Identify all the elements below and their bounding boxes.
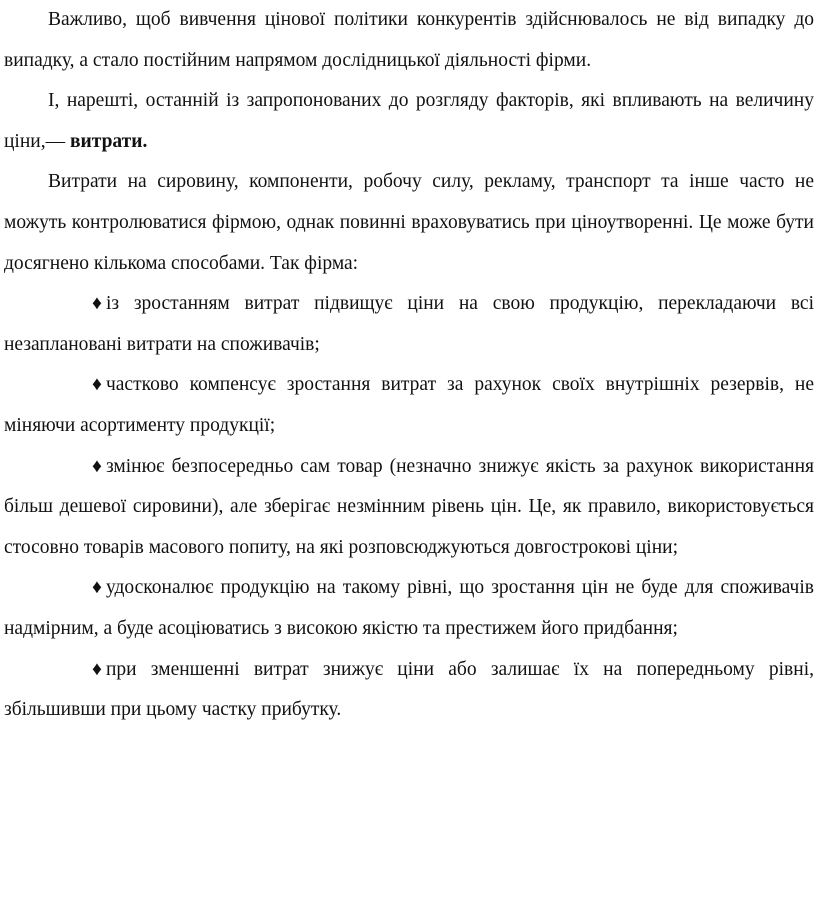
bullet-text: із зростанням витрат підвищує ціни на свою продукцію, перекладаючи всі незаплановані витрати на споживачів; (4, 293, 814, 355)
bullet-item-reduce-prices (4, 650, 814, 731)
bullet-item-change-product (4, 447, 814, 569)
diamond-bullet-icon: ♦ (92, 293, 102, 315)
paragraph-costs-control: Витрати на сировину, компоненти, робочу силу, рекламу, транспорт та інше часто не можуть контролюватися фірмою, однак повинні враховуватись при ціноутворенні. Це може бути досягнено кількома способами. Так фірма: (4, 171, 814, 274)
document-body (4, 0, 814, 731)
bullet-item-improve-product (4, 568, 814, 649)
bullet-item-compensate-costs (4, 365, 814, 446)
paragraph-costs-intro-text: І, нарешті, останній із запропонованих до розгляду факторів, які впливають на величину ціни,— (4, 90, 814, 152)
diamond-bullet-icon: ♦ (92, 658, 102, 680)
diamond-bullet-icon: ♦ (92, 374, 102, 396)
costs-term: витрати. (69, 130, 148, 152)
diamond-bullet-icon: ♦ (92, 577, 102, 599)
paragraph-costs-intro (4, 81, 814, 162)
bullet-text: частково компенсує зростання витрат за рахунок своїх внутрішніх резервів, не міняючи асортименту продукції; (4, 374, 814, 436)
paragraph-competitor-pricing: Важливо, щоб вивчення цінової політики конкурентів здійснювалось не від випадку до випадку, а стало постійним напрямом дослідницької діяльності фірми. (4, 9, 814, 71)
bullet-text: удосконалює продукцію на такому рівні, що зростання цін не буде для споживачів надмірним, а буде асоціюватись з високою якістю та престижем його придбання; (4, 577, 814, 639)
bullet-text: змінює безпосередньо сам товар (незначно знижує якість за рахунок використання більш дешевої сировини), але зберігає незмінним рівень цін. Це, як правило, використовується стосовно товарів масового попиту, на які розповсюджуються довгострокові ціни; (4, 455, 814, 558)
bullet-item-raise-prices (4, 284, 814, 365)
bullet-text: при зменшенні витрат знижує ціни або залишає їх на попередньому рівні, збільшивши при цьому частку прибутку. (4, 658, 814, 721)
diamond-bullet-icon: ♦ (92, 455, 102, 477)
